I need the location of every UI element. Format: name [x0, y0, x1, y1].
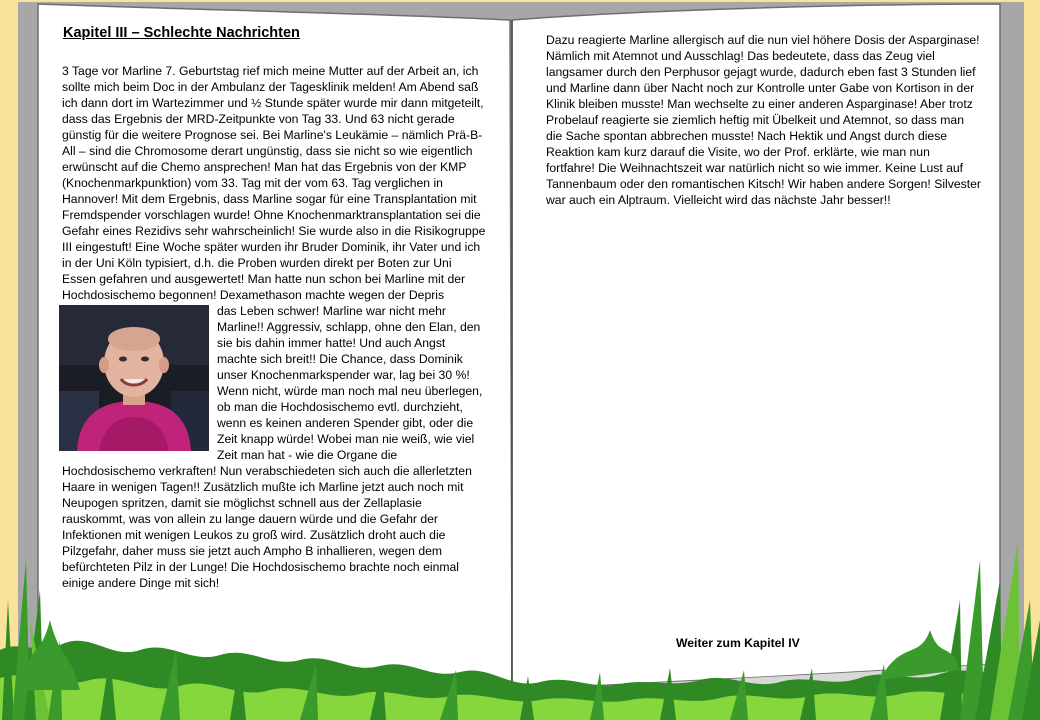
next-chapter-link[interactable]: Weiter zum Kapitel IV	[676, 636, 800, 650]
right-page-text	[546, 32, 982, 208]
child-photo	[59, 305, 209, 451]
intro-paragraph: 3 Tage vor Marline 7. Geburtstag rief mich meine Mutter auf der Arbeit an, ich sollte mich beim Doc in der Ambulanz der Tagesklinik melden! Am Abend saß ich dann dort im Wartezimmer und ½ Stunde später wurde mir dann mitgeteilt, dass das Ergebnis der MRD-Zeitpunkte von Tag 33. Und 63 nicht gerade günstig für die weitere Prognose sei. Bei Marline's Leukämie – nämlich Prä-B-All – sind die Chromosome derart ungünstig, dass sie nicht so wie eigentlich erwünscht auf die Chemo ansprechen! Man hat das Ergebnis von der KMP (Knochenmarkpunktion) vom 33. Tag mit der vom 63. Tag verglichen in Hannover! Mit dem Ergebnis, dass Marline sogar für eine Transplantation mit Fremdspender vorschlagen wurde! Ohne Knochenmarktransplantation sei die Gefahr eines Rezidivs sehr wahrscheinlich! Sie wurde also in die Risikogruppe III eingestuft! Eine Woche später wurden ihr Bruder Dominik, ihr Vater und ich in der Uni Köln typisiert, d.h. die Proben wurden direkt per Boten zur Uni Essen gefahren und ausgewertet! Man hatte nun schon bei Marline mit der Hochdosischemo begonnen! Dexamethason machte wegen der Depris	[62, 64, 486, 302]
chapter-title: Kapitel III – Schlechte Nachrichten	[63, 25, 300, 41]
wrapped-paragraph: das Leben schwer! Marline war nicht mehr Marline!! Aggressiv, schlapp, ohne den Elan, den sie bis dahin immer hatte! Und auch Angst machte sich breit!! Die Chance, dass Dominik unser Knochenmarkspender war, lag bei 30 %! Wenn nicht, würde man noch mal neu überlegen, ob man die Hochdosischemo evtl. durchzieht, wenn es keinen anderen Spender gibt, oder die Zeit knapp würde! Wobei man nie weiß, wie viel Zeit man hat - wie die Organe die Hochdosischemo verkraften! Nun verabschiedeten sich auch die allerletzten Haare in wenigen Tagen!! Zusätzlich mußte ich Marline jetzt auch noch mit Neupogen spritzen, damit sie möglichst schnell aus der Zellaplasie rauskommt, was von allein zu lange dauern würde und die Gefahr der Infektionen mit wenigen Leukos zu groß wird. Zusätzlich droht auch die Pilzgefahr, daher muss sie jetzt auch Ampho B inhallieren, wegen dem befürchteten Pilz in der Lunge! Die Hochdosischemo brachte noch einmal einige andere Dinge mit sich!	[62, 304, 483, 590]
child-portrait-image	[59, 305, 209, 451]
right-paragraph: Dazu reagierte Marline allergisch auf die nun viel höhere Dosis der Asparginase! Nämlich mit Atemnot und Ausschlag! Das bedeutete, dass das Zeug viel langsamer durch den Perphusor gejagt wurde, dadurch eben fast 3 Stunden lief und Marline dann über Nacht noch zur Kontrolle unter Gabe von Kortison in der Klinik bleiben musste! Man wechselte zu einer anderen Asparginase! Aber trotz Probelauf reagierte sie ziemlich heftig mit Übelkeit und Atemnot, so dass man die Sache spontan abbrechen musste! Nach Hektik und Angst durch diese Reaktion kam kurz darauf die Visite, wo der Prof. erklärte, wie man nun fortfahre! Die Weihnachtszeit war natürlich nicht so wie immer. Keine Lust auf Tannenbaum oder den romantischen Kitsch! Wir haben andere Sorgen! Silvester war auch ein Alptraum. Vielleicht wird das nächste Jahr besser!!	[546, 33, 981, 207]
left-page-text	[62, 63, 486, 591]
